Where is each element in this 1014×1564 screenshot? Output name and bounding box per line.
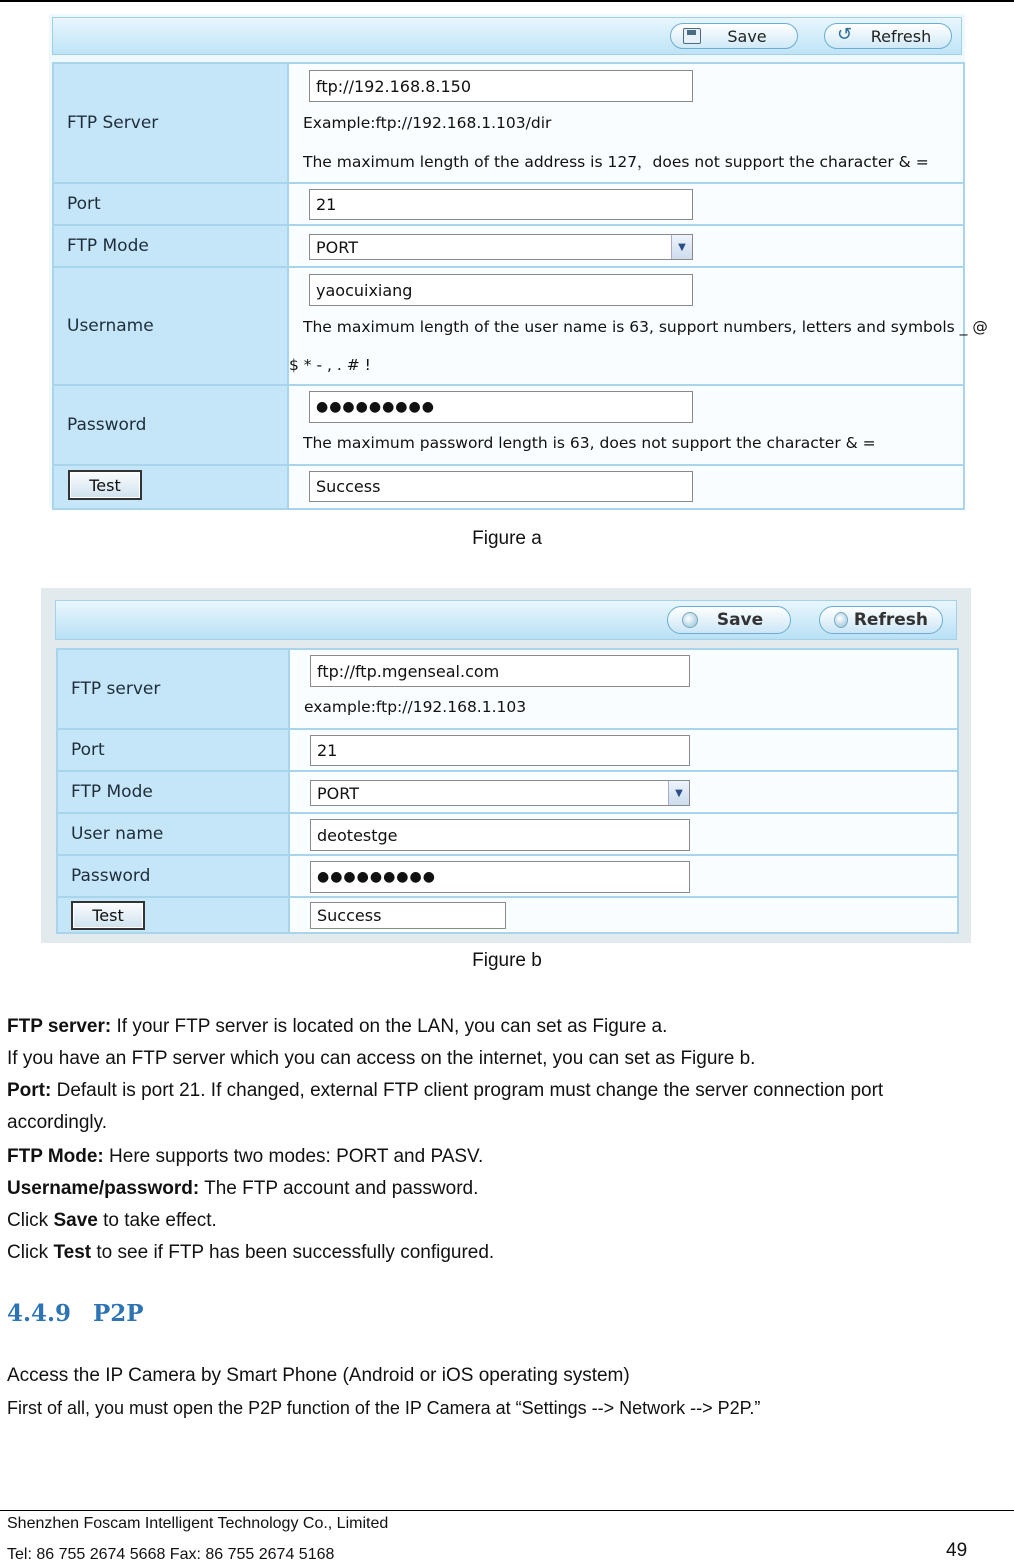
description-text: Here supports two modes: PORT and PASV. — [103, 1146, 484, 1167]
ftp-server-label: FTP Server — [53, 63, 288, 183]
term-ftp-server: FTP server: — [7, 1016, 112, 1037]
test-button[interactable]: Test — [71, 901, 145, 930]
password-input[interactable]: ●●●●●●●●● — [309, 391, 693, 423]
save-button[interactable] — [670, 23, 798, 49]
username-input[interactable]: yaocuixiang — [309, 274, 693, 306]
port-description-continued: accordingly. — [7, 1112, 107, 1133]
term-ftp-mode: FTP Mode: — [7, 1146, 104, 1167]
ftp-server-label: FTP server — [57, 649, 289, 729]
row-ftp-mode — [53, 225, 964, 267]
figure-b-caption: Figure b — [472, 950, 542, 971]
section-title: P2P — [93, 1300, 144, 1327]
ftp-mode-description — [7, 1146, 483, 1168]
ftp-mode-select[interactable] — [309, 234, 693, 260]
row-ftp-server — [57, 649, 958, 729]
ftp-mode-value: PORT — [316, 237, 358, 257]
port-label: Port — [57, 729, 289, 771]
section-heading — [7, 1300, 144, 1327]
password-input[interactable]: ●●●●●●●●● — [310, 861, 690, 893]
row-password — [57, 855, 958, 897]
row-port — [53, 183, 964, 225]
figure-b — [41, 588, 971, 943]
figure-a — [49, 14, 988, 508]
p2p-instruction: First of all, you must open the P2P function of the IP Camera at “Settings --> Network --> P2P.” — [7, 1398, 761, 1418]
save-icon — [683, 28, 701, 44]
row-username — [57, 813, 958, 855]
term-save: Save — [53, 1210, 98, 1231]
top-rule — [0, 0, 1014, 2]
test-button[interactable]: Test — [68, 470, 142, 500]
description-text: If your FTP server is located on the LAN, you can set as Figure a. — [111, 1016, 668, 1037]
refresh-button[interactable] — [824, 23, 952, 49]
term-test: Test — [53, 1242, 92, 1263]
chevron-down-icon[interactable]: ▼ — [671, 235, 692, 259]
port-input[interactable]: 21 — [309, 189, 693, 220]
toolbar — [55, 600, 957, 640]
save-icon — [682, 612, 698, 628]
term-port: Port: — [7, 1080, 52, 1101]
description-text: Default is port 21. If changed, external FTP client program must change the server connection port — [51, 1080, 884, 1101]
p2p-intro: Access the IP Camera by Smart Phone (Android or iOS operating system) — [7, 1365, 630, 1386]
footer-rule — [0, 1510, 1014, 1511]
ftp-server-example: Example:ftp://192.168.1.103/dir — [303, 114, 552, 132]
instruction-text: to take effect. — [97, 1210, 217, 1231]
row-username — [53, 267, 964, 385]
term-username-password: Username/password: — [7, 1178, 200, 1199]
save-button[interactable] — [667, 606, 791, 634]
ftp-server-input[interactable]: ftp://192.168.8.150 — [309, 70, 693, 102]
instruction-text: Click — [7, 1242, 54, 1263]
refresh-button[interactable] — [819, 606, 943, 634]
ftp-mode-value: PORT — [317, 783, 359, 803]
username-label: User name — [57, 813, 289, 855]
ftp-settings-table — [56, 648, 959, 934]
refresh-label: Refresh — [870, 26, 932, 46]
save-label: Save — [716, 610, 764, 630]
description-text: The FTP account and password. — [199, 1178, 479, 1199]
ftp-server-note: The maximum length of the address is 127，does not support the character & = — [303, 153, 929, 171]
save-instruction — [7, 1210, 217, 1232]
row-ftp-mode — [57, 771, 958, 813]
toolbar — [52, 17, 962, 55]
ftp-mode-label: FTP Mode — [53, 225, 288, 267]
row-ftp-server — [53, 63, 964, 183]
instruction-text: Click — [7, 1210, 54, 1231]
footer-contact: Tel: 86 755 2674 5668 Fax: 86 755 2674 5168 — [7, 1546, 335, 1563]
footer-company: Shenzhen Foscam Intelligent Technology Co., Limited — [7, 1515, 389, 1532]
password-note: The maximum password length is 63, does not support the character & = — [303, 434, 876, 452]
refresh-label: Refresh — [853, 610, 928, 630]
ftp-server-example: example:ftp://192.168.1.103 — [304, 698, 527, 716]
port-label: Port — [53, 183, 288, 225]
test-instruction — [7, 1242, 494, 1264]
password-label: Password — [53, 385, 288, 465]
username-label: Username — [53, 267, 288, 385]
test-result-field: Success — [310, 902, 506, 929]
ftp-server-description — [7, 1016, 667, 1038]
ftp-mode-label: FTP Mode — [57, 771, 289, 813]
internet-ftp-description: If you have an FTP server which you can access on the internet, you can set as Figure b. — [7, 1048, 756, 1069]
port-input[interactable]: 21 — [310, 735, 690, 766]
password-label: Password — [57, 855, 289, 897]
refresh-icon — [834, 612, 848, 628]
test-result-field: Success — [309, 471, 693, 502]
save-label: Save — [727, 26, 767, 46]
refresh-icon — [837, 28, 855, 44]
figure-a-caption: Figure a — [472, 528, 542, 549]
row-test — [53, 465, 964, 509]
section-number: 4.4.9 — [7, 1300, 72, 1327]
ftp-mode-select[interactable] — [310, 780, 690, 806]
instruction-text: to see if FTP has been successfully configured. — [91, 1242, 495, 1263]
row-test — [57, 897, 958, 933]
row-port — [57, 729, 958, 771]
port-description — [7, 1080, 883, 1102]
username-password-description — [7, 1178, 478, 1200]
chevron-down-icon[interactable]: ▼ — [668, 781, 689, 805]
ftp-settings-table — [52, 62, 988, 510]
username-note: The maximum length of the user name is 63, support numbers, letters and symbols _ @ — [303, 318, 988, 336]
page-number: 49 — [946, 1540, 968, 1561]
username-symbols-note: $ * - , . # ! — [289, 356, 371, 374]
ftp-server-input[interactable]: ftp://ftp.mgenseal.com — [310, 655, 690, 687]
row-password — [53, 385, 964, 465]
username-input[interactable]: deotestge — [310, 819, 690, 851]
